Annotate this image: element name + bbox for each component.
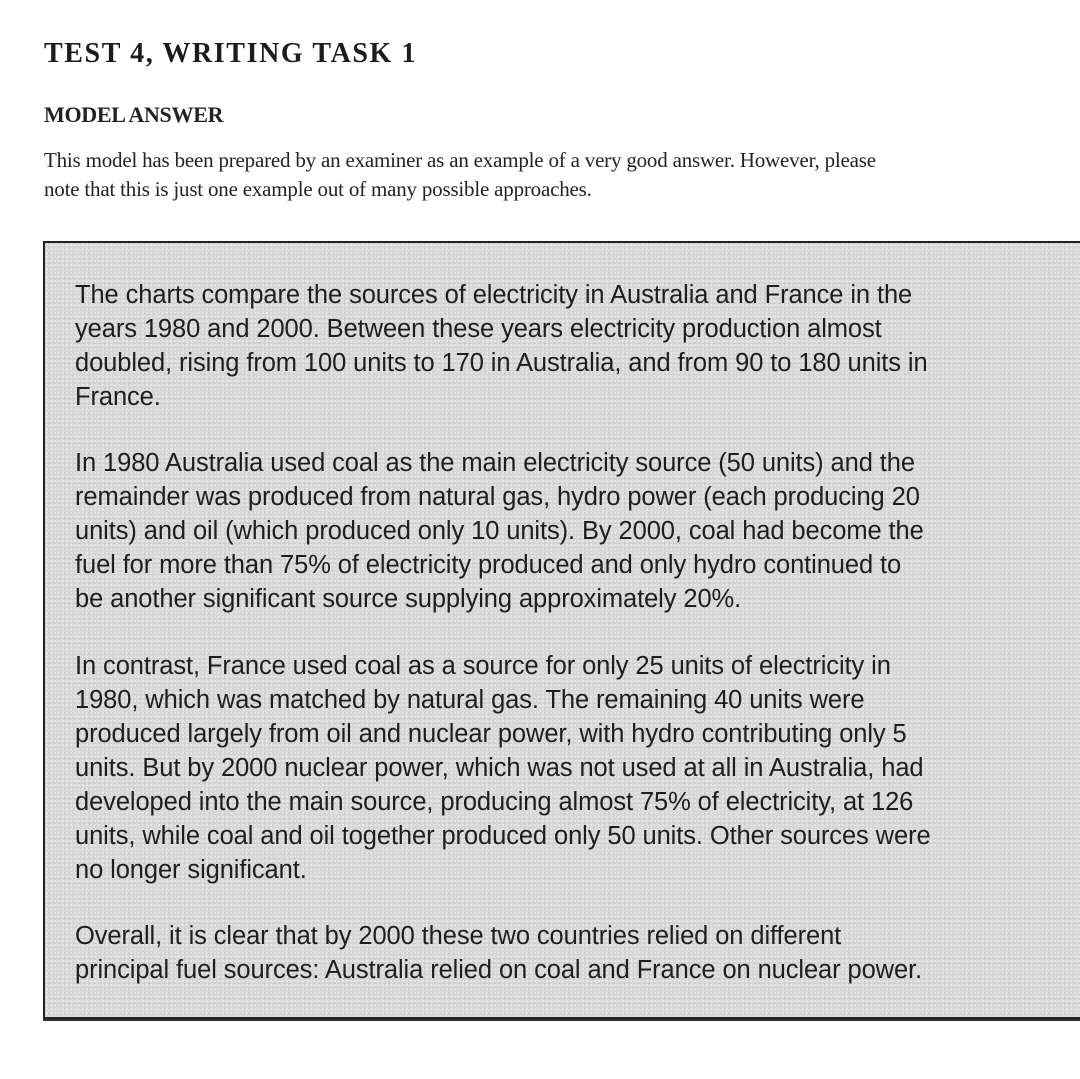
model-answer-box <box>43 241 1080 1019</box>
answer-line: Overall, it is clear that by 2000 these two countries relied on different <box>75 922 842 950</box>
answer-line: In 1980 Australia used coal as the main electricity source (50 units) and the <box>75 449 915 477</box>
answer-paragraph-conclusion <box>75 919 922 987</box>
answer-line: The charts compare the sources of electricity in Australia and France in the <box>75 281 913 309</box>
answer-paragraph-overview <box>75 278 928 414</box>
answer-line: developed into the main source, producing almost 75% of electricity, at 126 <box>75 788 914 816</box>
answer-paragraph-france <box>75 649 931 887</box>
answer-line: doubled, rising from 100 units to 170 in Australia, and from 90 to 180 units in <box>75 349 928 377</box>
answer-line: remainder was produced from natural gas, hydro power (each producing 20 <box>75 483 920 511</box>
answer-line: units. But by 2000 nuclear power, which was not used at all in Australia, had <box>75 754 924 782</box>
answer-line: years 1980 and 2000. Between these years electricity production almost <box>75 315 882 343</box>
intro-paragraph <box>44 146 1080 204</box>
answer-line: units, while coal and oil together produced only 50 units. Other sources were <box>75 822 931 850</box>
answer-line: 1980, which was matched by natural gas. The remaining 40 units were <box>75 686 865 714</box>
intro-line: note that this is just one example out of many possible approaches. <box>44 177 592 201</box>
answer-line: produced largely from oil and nuclear power, with hydro contributing only 5 <box>75 720 907 748</box>
answer-line: no longer significant. <box>75 856 307 884</box>
answer-line: units) and oil (which produced only 10 units). By 2000, coal had become the <box>75 517 924 545</box>
answer-line: In contrast, France used coal as a source for only 25 units of electricity in <box>75 652 891 680</box>
page-title: TEST 4, WRITING TASK 1 <box>44 38 418 69</box>
answer-line: be another significant source supplying approximately 20%. <box>75 585 742 613</box>
answer-line: principal fuel sources: Australia relied on coal and France on nuclear power. <box>75 956 923 984</box>
answer-line: France. <box>75 383 161 411</box>
answer-paragraph-australia <box>75 446 924 616</box>
model-answer-heading: MODEL ANSWER <box>44 102 224 127</box>
intro-line: This model has been prepared by an examiner as an example of a very good answer. However, please <box>44 148 876 172</box>
answer-line: fuel for more than 75% of electricity produced and only hydro continued to <box>75 551 902 579</box>
